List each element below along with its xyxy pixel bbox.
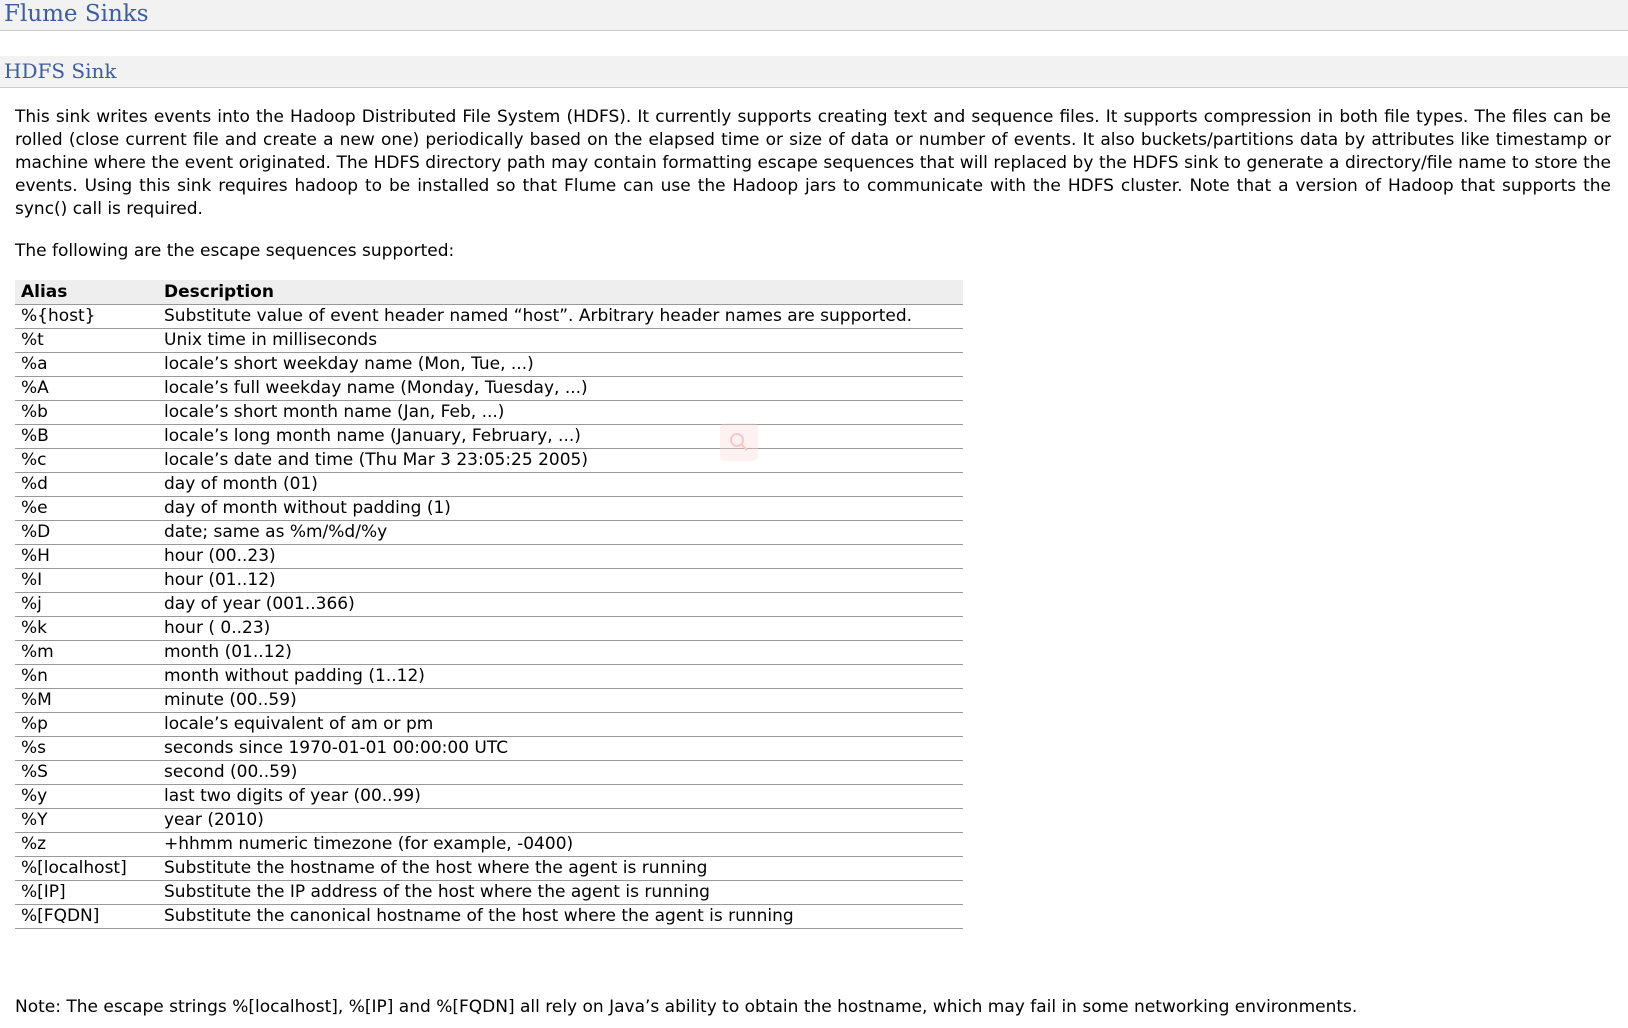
table-row <box>15 521 963 545</box>
description-cell: day of month without padding (1) <box>158 497 963 521</box>
table-row <box>15 785 963 809</box>
description-column-header: Description <box>158 280 963 305</box>
alias-cell: %c <box>15 449 158 473</box>
description-cell: locale’s short weekday name (Mon, Tue, ...) <box>158 353 963 377</box>
table-row <box>15 905 963 929</box>
description-cell: hour (01..12) <box>158 569 963 593</box>
description-cell: date; same as %m/%d/%y <box>158 521 963 545</box>
table-row <box>15 305 963 329</box>
table-row <box>15 761 963 785</box>
description-cell: day of year (001..366) <box>158 593 963 617</box>
alias-cell: %d <box>15 473 158 497</box>
magnifier-overlay[interactable] <box>720 423 758 461</box>
section-title: HDFS Sink <box>0 56 1628 88</box>
description-cell: +hhmm numeric timezone (for example, -0400) <box>158 833 963 857</box>
table-row <box>15 473 963 497</box>
description-cell: Substitute the canonical hostname of the host where the agent is running <box>158 905 963 929</box>
description-cell: year (2010) <box>158 809 963 833</box>
table-row <box>15 425 963 449</box>
magnifier-icon <box>729 432 749 452</box>
table-row <box>15 545 963 569</box>
table-row <box>15 737 963 761</box>
alias-cell: %z <box>15 833 158 857</box>
description-cell: hour ( 0..23) <box>158 617 963 641</box>
table-row <box>15 353 963 377</box>
alias-column-header: Alias <box>15 280 158 305</box>
page-title: Flume Sinks <box>0 0 1628 31</box>
alias-cell: %b <box>15 401 158 425</box>
table-row <box>15 569 963 593</box>
alias-cell: %A <box>15 377 158 401</box>
alias-cell: %[FQDN] <box>15 905 158 929</box>
alias-cell: %a <box>15 353 158 377</box>
alias-cell: %[localhost] <box>15 857 158 881</box>
description-cell: locale’s equivalent of am or pm <box>158 713 963 737</box>
table-row <box>15 329 963 353</box>
alias-cell: %t <box>15 329 158 353</box>
description-cell: Unix time in milliseconds <box>158 329 963 353</box>
description-cell: locale’s full weekday name (Monday, Tuesday, ...) <box>158 377 963 401</box>
table-row <box>15 689 963 713</box>
alias-cell: %B <box>15 425 158 449</box>
description-cell: locale’s long month name (January, February, ...) <box>158 425 963 449</box>
description-cell: Substitute value of event header named “host”. Arbitrary header names are supported. <box>158 305 963 329</box>
table-row <box>15 593 963 617</box>
table-row <box>15 401 963 425</box>
alias-cell: %D <box>15 521 158 545</box>
alias-cell: %I <box>15 569 158 593</box>
alias-cell: %e <box>15 497 158 521</box>
description-cell: minute (00..59) <box>158 689 963 713</box>
alias-cell: %H <box>15 545 158 569</box>
table-row <box>15 833 963 857</box>
intro-text: The following are the escape sequences supported: <box>15 241 455 261</box>
alias-cell: %m <box>15 641 158 665</box>
description-paragraph: This sink writes events into the Hadoop Distributed File System (HDFS). It currently supports creating text and sequence files. It supports compression in both file types. The files can be rolled (close current file and create a new one) periodically based on the elapsed time or size of data or number of events. It also buckets/partitions data by attributes like timestamp or machine where the event originated. The HDFS directory path may contain formatting escape sequences that will replaced by the HDFS sink to generate a directory/file name to store the events. Using this sink requires hadoop to be installed so that Flume can use the Hadoop jars to communicate with the HDFS cluster. Note that a version of Hadoop that supports the sync() call is required. <box>15 107 1611 219</box>
description-cell: second (00..59) <box>158 761 963 785</box>
description-cell: Substitute the IP address of the host where the agent is running <box>158 881 963 905</box>
alias-cell: %j <box>15 593 158 617</box>
table-row <box>15 641 963 665</box>
note-text: Note: The escape strings %[localhost], %[IP] and %[FQDN] all rely on Java’s ability to obtain the hostname, which may fail in some networking environments. <box>15 997 1358 1017</box>
table-row <box>15 809 963 833</box>
alias-cell: %S <box>15 761 158 785</box>
alias-cell: %{host} <box>15 305 158 329</box>
alias-cell: %k <box>15 617 158 641</box>
alias-cell: %Y <box>15 809 158 833</box>
alias-cell: %n <box>15 665 158 689</box>
description-cell: locale’s date and time (Thu Mar 3 23:05:25 2005) <box>158 449 963 473</box>
alias-cell: %s <box>15 737 158 761</box>
table-row <box>15 881 963 905</box>
table-row <box>15 857 963 881</box>
table-row <box>15 497 963 521</box>
table-row <box>15 377 963 401</box>
alias-cell: %y <box>15 785 158 809</box>
description-cell: day of month (01) <box>158 473 963 497</box>
description-cell: hour (00..23) <box>158 545 963 569</box>
escape-sequence-table <box>15 280 963 929</box>
table-row <box>15 665 963 689</box>
table-row <box>15 713 963 737</box>
alias-cell: %[IP] <box>15 881 158 905</box>
table-row <box>15 617 963 641</box>
description-cell: locale’s short month name (Jan, Feb, ...) <box>158 401 963 425</box>
alias-cell: %M <box>15 689 158 713</box>
description-cell: seconds since 1970-01-01 00:00:00 UTC <box>158 737 963 761</box>
description-cell: month (01..12) <box>158 641 963 665</box>
description-cell: month without padding (1..12) <box>158 665 963 689</box>
description-cell: last two digits of year (00..99) <box>158 785 963 809</box>
table-row <box>15 449 963 473</box>
alias-cell: %p <box>15 713 158 737</box>
table-header-row <box>15 280 963 305</box>
description-cell: Substitute the hostname of the host where the agent is running <box>158 857 963 881</box>
